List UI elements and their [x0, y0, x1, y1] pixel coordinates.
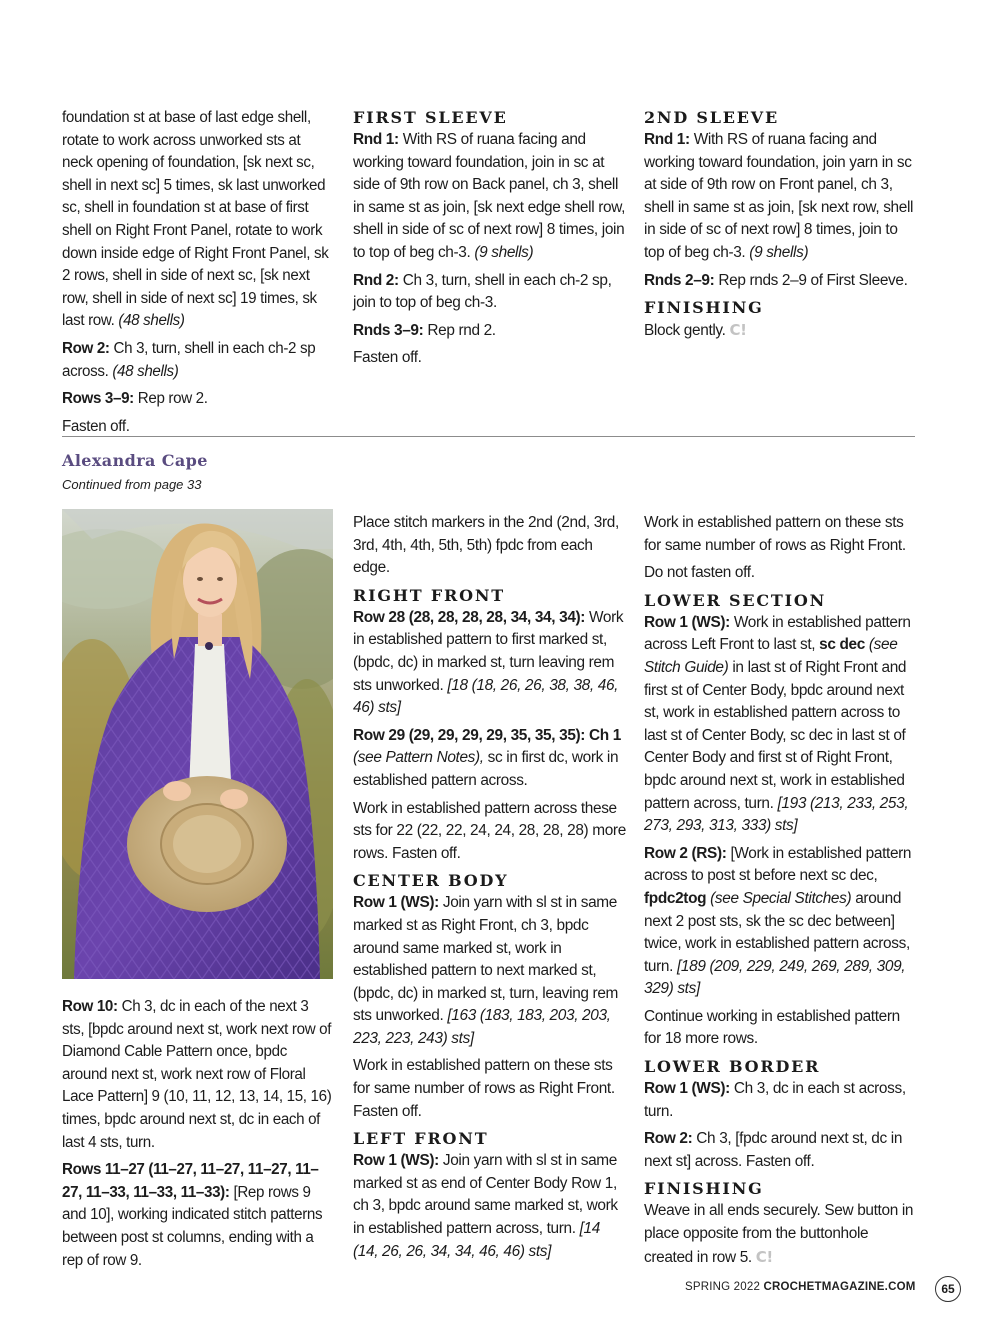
- section-heading: FINISHING: [644, 298, 764, 318]
- section-heading: FIRST SLEEVE: [353, 108, 508, 127]
- section-heading: RIGHT FRONT: [353, 585, 505, 605]
- paragraph: Row 28 (28, 28, 28, 28, 34, 34, 34): Work in established pattern to first marked st, (bpdc, dc) in marked st, turn leaving rem sts unworked. [18 (18, 26, 26, 38, 38, 46, 46) sts]: [353, 608, 624, 717]
- section-heading: LOWER SECTION: [644, 590, 827, 610]
- paragraph: Work in established pattern on these sts for same number of rows as Right Front.: [644, 514, 906, 554]
- paragraph: Continue working in established pattern for 18 more rows.: [644, 1007, 900, 1048]
- paragraph: Rnd 2: Ch 3, turn, shell in each ch-2 sp, join to top of beg ch-3.: [353, 271, 612, 312]
- paragraph: Place stitch markers in the 2nd (2nd, 3rd, 3rd, 4th, 4th, 5th, 5th) fpdc from each edge.: [353, 514, 619, 577]
- issue-season: SPRING 2022: [685, 1281, 761, 1293]
- paragraph: Fasten off.: [353, 349, 422, 367]
- paragraph: Rows 11–27 (11–27, 11–27, 11–27, 11–27, 11–33, 11–33, 11–33): [Rep rows 9 and 10], working indicated stitch patterns between post st columns, ending with a rep of row 9.: [62, 1161, 323, 1269]
- top-column-2: [353, 107, 627, 375]
- paragraph: Work in established pattern on these sts for same number of rows as Right Front. Fasten off.: [353, 1057, 615, 1120]
- paragraph: Weave in all ends securely. Sew button in place opposite from the buttonhole created in row 5. C!: [644, 1202, 914, 1266]
- section-heading: LOWER BORDER: [644, 1057, 821, 1077]
- page-footer: [685, 1281, 916, 1293]
- paragraph: Row 2: Ch 3, [fpdc around next st, dc in next st] across. Fasten off.: [644, 1130, 903, 1170]
- cape-photo: [62, 509, 333, 979]
- paragraph: Do not fasten off.: [644, 564, 755, 582]
- magazine-site: CROCHETMAGAZINE.COM: [763, 1281, 916, 1293]
- cape-column-2: [353, 512, 627, 1268]
- paragraph: Rnd 1: With RS of ruana facing and working toward foundation, join yarn in sc at side of 9th row on Front panel, ch 3, shell in same st as join, [sk next row, shell in side of sc of next row] 8 times, join to top of beg ch-3. (9 shells): [644, 131, 914, 261]
- paragraph: Rnds 2–9: Rep rnds 2–9 of First Sleeve.: [644, 271, 908, 289]
- top-column-1: [62, 107, 332, 443]
- paragraph: Row 10: Ch 3, dc in each of the next 3 sts, [bpdc around next st, work next row of Diamond Cable Pattern once, bpdc around next st, work next row of Floral Lace Pattern] 9 (10, 11, 12, 13, 14, 15, 16) times, bpdc around next st, dc in each of last 4 sts, turn.: [62, 998, 332, 1151]
- cape-column-3: [644, 512, 918, 1274]
- continued-note: Continued from page 33: [62, 477, 202, 492]
- paragraph: foundation st at base of last edge shell, rotate to work across unworked sts at neck opening of foundation, [sk next sc, shell in next sc] 5 times, sk last unworked sc, shell in foundation st at base of first shell on Right Front Panel, rotate to work down inside edge of Right Front Panel, sk 2 rows, shell in side of next sc, [sk next row, shell in side of next sc] 19 times, sk last row. (48 shells): [62, 109, 329, 330]
- paragraph: Row 29 (29, 29, 29, 29, 35, 35, 35): Ch 1 (see Pattern Notes), sc in first dc, work in established pattern across.: [353, 726, 621, 789]
- paragraph: Fasten off.: [62, 417, 130, 435]
- paragraph: Rows 3–9: Rep row 2.: [62, 390, 208, 408]
- section-heading: 2ND SLEEVE: [644, 108, 780, 127]
- section-divider: [62, 436, 915, 437]
- paragraph: Rnds 3–9: Rep rnd 2.: [353, 321, 496, 339]
- crochet-logo-badge: C!: [729, 321, 747, 340]
- paragraph: Row 2: Ch 3, turn, shell in each ch-2 sp across. (48 shells): [62, 339, 316, 380]
- paragraph: Work in established pattern across these sts for 22 (22, 22, 24, 24, 28, 28, 28) more rows. Fasten off.: [353, 799, 626, 862]
- pattern-title: Alexandra Cape: [62, 451, 208, 470]
- section-heading: FINISHING: [644, 1179, 764, 1199]
- paragraph: Row 1 (WS): Join yarn with sl st in same marked st as Right Front, ch 3, bpdc around same marked st, work in established pattern to next marked st, (bpdc, dc) in marked st, turn, leaving rem sts unworked. [163 (183, 183, 203, 203, 223, 223, 243) sts]: [353, 894, 619, 1047]
- paragraph: Rnd 1: With RS of ruana facing and working toward foundation, join in sc at side of 9th row on Back panel, ch 3, shell in same st as join, [sk next edge shell row, shell in side of sc of next row] 8 times, join to top of beg ch-3. (9 shells): [353, 131, 626, 261]
- section-heading: LEFT FRONT: [353, 1129, 489, 1149]
- paragraph: Row 1 (WS): Work in established pattern across Left Front to last st, sc dec (see Stitch Guide) in last st of Right Front and first st of Center Body, bpdc around next st, work in established pattern across to last st of Center Body, sc dec in last st of Center Body and first st of Right Front, bpdc around next st, work in established pattern across, turn. [193 (213, 233, 253, 273, 293, 313, 333) sts]: [644, 613, 911, 835]
- top-column-3: [644, 107, 918, 348]
- section-heading: CENTER BODY: [353, 871, 509, 891]
- paragraph: Row 1 (WS): Ch 3, dc in each st across, turn.: [644, 1080, 906, 1120]
- crochet-logo-badge: C!: [755, 1247, 773, 1266]
- cape-column-1: [62, 996, 332, 1277]
- paragraph: Block gently. C!: [644, 321, 747, 340]
- paragraph: Row 1 (WS): Join yarn with sl st in same marked st as end of Center Body Row 1, ch 3, bpdc around same marked st, work in established pattern across, turn. [14 (14, 26, 26, 34, 34, 46, 46) sts]: [353, 1152, 618, 1260]
- paragraph: Row 2 (RS): [Work in established pattern across to post st before next sc dec, fpdc2tog (see Special Stitches) around next 2 post sts, sk the sc dec between] twice, work in established pattern across, turn. [189 (209, 229, 249, 269, 289, 309, 329) sts]: [644, 844, 912, 998]
- page-number: 65: [935, 1276, 961, 1302]
